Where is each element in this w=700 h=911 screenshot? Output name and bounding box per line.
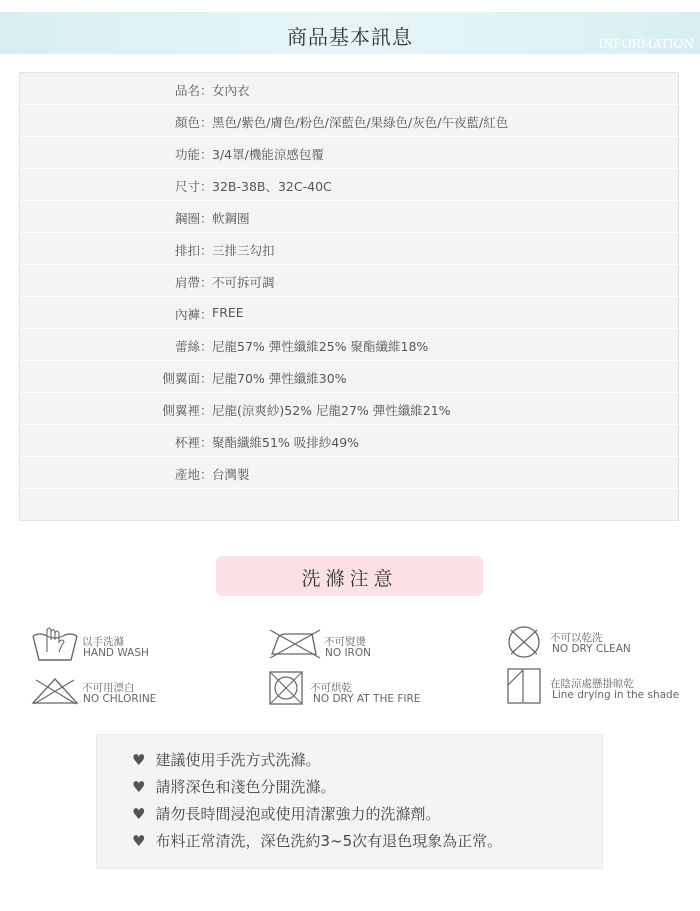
care-no-dry-clean: [506, 625, 676, 661]
wash-care-title: 洗滌注意: [301, 568, 398, 590]
care-label-en: NO IRON: [325, 647, 371, 659]
spec-colon: ：: [200, 275, 213, 290]
spec-value: FREE: [212, 305, 244, 320]
spec-label: 排扣: [174, 243, 200, 258]
spec-row-cup-lining: [20, 425, 678, 457]
care-hand-wash: [30, 624, 190, 664]
spec-value: 女內衣: [212, 83, 250, 98]
spec-colon: ：: [200, 211, 213, 226]
note-item: [132, 749, 320, 770]
spec-row-size: [20, 169, 678, 201]
heart-icon: ♥: [132, 805, 146, 823]
care-no-tumble-dry: [268, 670, 448, 710]
no-chlorine-icon: [30, 676, 80, 706]
spec-colon: ：: [200, 371, 213, 386]
note-item: [132, 803, 440, 824]
spec-row-panties: [20, 297, 678, 329]
spec-row-side-outer: [20, 361, 678, 393]
spec-value: 不可拆可調: [212, 275, 275, 290]
spec-colon: ：: [200, 179, 213, 194]
note-text: 請將深色和淺色分開洗滌。: [155, 778, 336, 796]
spec-value: 尼龍(涼爽紗)52% 尼龍27% 彈性纖維21%: [212, 403, 451, 418]
care-label-en: NO DRY AT THE FIRE: [313, 693, 421, 705]
note-text: 請勿長時間浸泡或使用清潔強力的洗滌劑。: [155, 805, 441, 823]
spec-row-underwire: [20, 201, 678, 233]
spec-table: [19, 72, 679, 521]
spec-colon: ：: [200, 83, 213, 98]
care-label-cn: 不可以乾洗: [550, 632, 603, 644]
wash-notes: [96, 734, 603, 869]
no-tumble-dry-icon: [268, 670, 304, 706]
spec-label: 杯裡: [174, 435, 200, 450]
spec-value: 32B-38B、32C-40C: [212, 179, 332, 194]
hand-wash-icon: [30, 624, 80, 662]
spec-value: 台灣製: [212, 467, 250, 482]
spec-label: 鋼圈: [174, 211, 200, 226]
care-label-en: Line drying in the shade: [552, 689, 680, 701]
note-item: [132, 776, 335, 797]
spec-colon: ：: [200, 307, 213, 322]
line-dry-shade-icon: [506, 666, 542, 706]
spec-colon: ：: [200, 147, 213, 162]
spec-value: 黑色/紫色/膚色/粉色/深藍色/果綠色/灰色/午夜藍/紅色: [212, 115, 509, 130]
care-label-en: NO CHLORINE: [83, 693, 157, 705]
page-title: 商品基本訊息: [287, 25, 413, 49]
heart-icon: ♥: [132, 832, 146, 850]
no-dry-clean-icon: [506, 625, 542, 659]
spec-row-lace: [20, 329, 678, 361]
info-header: [0, 12, 700, 54]
spec-row-hooks: [20, 233, 678, 265]
no-iron-icon: [268, 628, 322, 660]
spec-label: 產地: [174, 467, 200, 482]
spec-colon: ：: [200, 467, 213, 482]
care-label-cn: 在陰涼處懸掛晾乾: [550, 678, 634, 690]
care-label-cn: 不可烘乾: [310, 682, 352, 694]
spec-colon: ：: [200, 435, 213, 450]
care-label-en: HAND WASH: [83, 647, 149, 659]
spec-value: 尼龍57% 彈性纖維25% 聚酯纖維18%: [212, 339, 429, 354]
spec-row-function: [20, 137, 678, 169]
spec-value: 軟鋼圈: [212, 211, 250, 226]
spec-row-name: [20, 73, 678, 105]
spec-value: 尼龍70% 彈性纖維30%: [212, 371, 347, 386]
care-label-en: NO DRY CLEAN: [552, 643, 631, 655]
spec-value: 3/4罩/機能涼感包覆: [212, 147, 324, 162]
spec-row-straps: [20, 265, 678, 297]
care-label-cn: 不可用漂白: [82, 682, 135, 694]
spec-row-origin: [20, 457, 678, 489]
heart-icon: ♥: [132, 778, 146, 796]
spec-label: 尺寸: [174, 179, 200, 194]
heart-icon: ♥: [132, 751, 146, 769]
spec-label: 內褲: [174, 307, 200, 322]
spec-label: 側翼裡: [162, 403, 200, 418]
care-no-chlorine: [30, 676, 190, 710]
header-subtitle-en: INFORMATION: [598, 37, 694, 51]
spec-label: 品名: [174, 83, 200, 98]
note-text: 布料正常清洗，深色洗約3~5次有退色現象為正常。: [155, 832, 503, 850]
spec-colon: ：: [200, 115, 213, 130]
care-no-iron: [268, 628, 428, 664]
spec-value: 聚酯纖維51% 吸排紗49%: [212, 435, 360, 450]
spec-label: 側翼面: [162, 371, 200, 386]
spec-row-side-inner: [20, 393, 678, 425]
spec-label: 肩帶: [174, 275, 200, 290]
spec-colon: ：: [200, 243, 213, 258]
wash-care-banner: [216, 556, 483, 596]
spec-colon: ：: [200, 403, 213, 418]
care-label-cn: 以手洗滌: [82, 636, 124, 648]
spec-label: 功能: [174, 147, 200, 162]
spec-label: 蕾絲: [174, 339, 200, 354]
spec-value: 三排三勾扣: [212, 243, 275, 258]
spec-label: 顏色: [174, 115, 200, 130]
note-text: 建議使用手洗方式洗滌。: [155, 751, 321, 769]
care-line-dry-shade: [506, 666, 686, 710]
care-label-cn: 不可熨燙: [324, 636, 366, 648]
spec-row-color: [20, 105, 678, 137]
spec-colon: ：: [200, 339, 213, 354]
note-item: [132, 830, 502, 851]
